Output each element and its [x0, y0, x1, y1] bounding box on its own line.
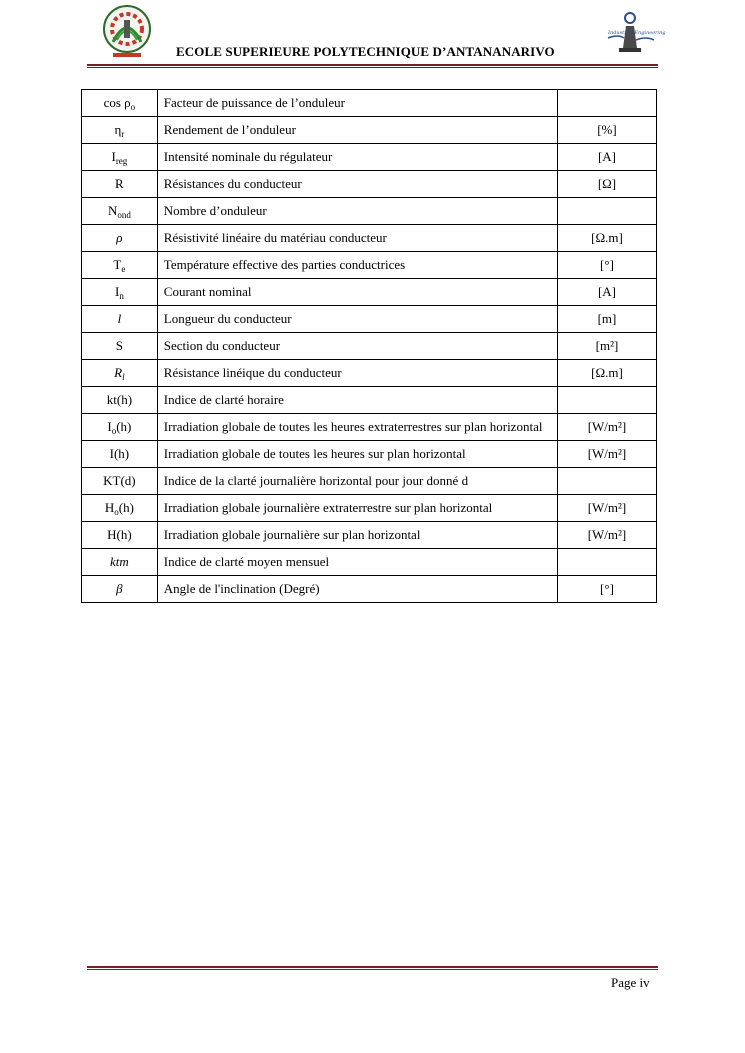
unit-cell: [Ω.m] [557, 225, 656, 252]
symbol-text: H [104, 500, 115, 515]
symbol-subscript: o [111, 426, 117, 436]
table-row [82, 198, 657, 225]
table-row [82, 414, 657, 441]
page-header-title: ECOLE SUPERIEURE POLYTECHNIQUE D’ANTANANARIVO [176, 44, 555, 59]
footer-rule [87, 966, 658, 968]
symbol-cell [82, 144, 158, 171]
unit-cell: [W/m²] [557, 441, 656, 468]
symbol-text: l [117, 311, 122, 326]
symbol-text: H(h) [107, 527, 132, 542]
description-cell: Irradiation globale de toutes les heures sur plan horizontal [157, 441, 557, 468]
unit-cell: [Ω.m] [557, 360, 656, 387]
symbol-cell [82, 360, 158, 387]
table-row [82, 252, 657, 279]
unit-cell: [W/m²] [557, 414, 656, 441]
description-cell: Irradiation globale journalière extraterrestre sur plan horizontal [157, 495, 557, 522]
table-row [82, 360, 657, 387]
description-cell: Irradiation globale journalière sur plan horizontal [157, 522, 557, 549]
symbol-cell [82, 198, 158, 225]
description-cell: Température effective des parties conductrices [157, 252, 557, 279]
symbol-cell [82, 306, 158, 333]
symbol-subscript: ond [117, 210, 131, 220]
table-row [82, 522, 657, 549]
symbol-text: cos ρ [103, 95, 131, 110]
symbol-subscript: o [114, 507, 119, 517]
department-emblem-text: Industrial Engineering [608, 30, 666, 36]
table-row [82, 495, 657, 522]
symbol-cell [82, 549, 158, 576]
table-row [82, 117, 657, 144]
symbol-subscript: o [130, 102, 136, 112]
symbol-text: N [107, 203, 118, 218]
description-cell: Irradiation globale de toutes les heures extraterrestres sur plan horizontal [157, 414, 557, 441]
table-row [82, 306, 657, 333]
symbol-suffix: (h) [118, 500, 134, 515]
unit-cell: [m] [557, 306, 656, 333]
unit-cell: [%] [557, 117, 656, 144]
unit-cell [557, 387, 656, 414]
symbol-text: ρ [116, 230, 123, 245]
symbol-text: I(h) [109, 446, 130, 461]
unit-cell [557, 468, 656, 495]
symbols-table [81, 89, 657, 603]
description-cell: Angle de l'inclination (Degré) [157, 576, 557, 603]
symbol-cell [82, 522, 158, 549]
unit-cell [557, 549, 656, 576]
description-cell: Résistance linéique du conducteur [157, 360, 557, 387]
unit-cell: [°] [557, 576, 656, 603]
symbol-text: T [113, 257, 122, 272]
symbol-cell [82, 576, 158, 603]
table-row [82, 576, 657, 603]
description-cell: Intensité nominale du régulateur [157, 144, 557, 171]
symbol-subscript: l [122, 372, 125, 382]
symbol-suffix: (h) [116, 419, 132, 434]
symbol-cell [82, 495, 158, 522]
symbol-cell [82, 414, 158, 441]
table-row [82, 225, 657, 252]
symbol-text: kt(h) [106, 392, 133, 407]
description-cell: Nombre d’onduleur [157, 198, 557, 225]
symbol-text: S [115, 338, 123, 353]
footer-rule-thin [87, 969, 658, 970]
table-row [82, 441, 657, 468]
header-rule [87, 64, 658, 66]
page-number: Page iv [611, 975, 650, 990]
symbol-cell [82, 252, 158, 279]
description-cell: Indice de clarté moyen mensuel [157, 549, 557, 576]
description-cell: Longueur du conducteur [157, 306, 557, 333]
symbol-subscript: n [119, 291, 124, 301]
symbol-cell [82, 333, 158, 360]
description-cell: Indice de la clarté journalière horizontal pour jour donné d [157, 468, 557, 495]
symbol-subscript: r [121, 129, 125, 139]
unit-cell: [A] [557, 144, 656, 171]
table-row [82, 144, 657, 171]
description-cell: Facteur de puissance de l’onduleur [157, 90, 557, 117]
description-cell: Courant nominal [157, 279, 557, 306]
symbol-text: KT(d) [103, 473, 136, 488]
description-cell: Indice de clarté horaire [157, 387, 557, 414]
unit-cell [557, 198, 656, 225]
unit-cell [557, 90, 656, 117]
table-row [82, 279, 657, 306]
table-row [82, 90, 657, 117]
description-cell: Rendement de l’onduleur [157, 117, 557, 144]
unit-cell: [Ω] [557, 171, 656, 198]
school-emblem-icon [101, 4, 153, 60]
unit-cell: [°] [557, 252, 656, 279]
symbol-cell [82, 279, 158, 306]
description-cell: Section du conducteur [157, 333, 557, 360]
symbol-text: R [115, 176, 124, 191]
description-cell: Résistances du conducteur [157, 171, 557, 198]
symbol-text: R [114, 365, 123, 380]
symbol-cell [82, 117, 158, 144]
unit-cell: [m²] [557, 333, 656, 360]
symbol-cell [82, 225, 158, 252]
symbol-subscript: reg [115, 156, 128, 166]
symbol-cell [82, 90, 158, 117]
symbol-subscript: e [121, 264, 126, 274]
unit-cell: [W/m²] [557, 495, 656, 522]
symbol-text: η [114, 122, 122, 137]
header-rule-thin [87, 67, 658, 68]
unit-cell: [A] [557, 279, 656, 306]
symbol-cell [82, 171, 158, 198]
table-row [82, 333, 657, 360]
symbol-text: I [111, 149, 116, 164]
table-row [82, 549, 657, 576]
table-row [82, 171, 657, 198]
symbol-cell [82, 441, 158, 468]
symbol-text: I [114, 284, 120, 299]
table-row [82, 468, 657, 495]
symbol-text: ktm [110, 554, 129, 569]
symbol-cell [82, 387, 158, 414]
symbol-cell [82, 468, 158, 495]
description-cell: Résistivité linéaire du matériau conducteur [157, 225, 557, 252]
department-emblem-icon [604, 8, 666, 60]
table-row [82, 387, 657, 414]
unit-cell: [W/m²] [557, 522, 656, 549]
symbol-text: β [116, 581, 123, 596]
symbol-text: I [107, 419, 112, 434]
